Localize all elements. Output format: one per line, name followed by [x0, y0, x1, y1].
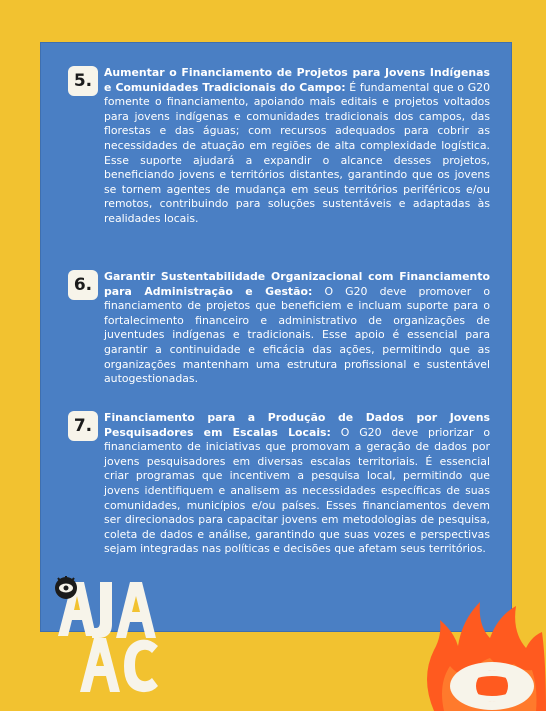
recommendation-title: Financiamento para a Produção de Dados por Jovens Pesquisadores em Escalas Locais: [104, 411, 490, 439]
recommendation-body: O G20 deve promover o financiamento de projetos que beneficiem e incluam suporte para o fortalecimento financeiro e administrativo de organizações de juventudes indígenas e tradicionais. Esse apoio é essencial para garantir a continuidade e eficácia das ações, permitindo que as organizações mantenham uma estrutura profissional e sustentável autogestionadas. [104, 284, 490, 386]
eye-icon [55, 576, 77, 599]
ajaac-logo [50, 576, 170, 696]
number-badge: 5. [68, 66, 98, 96]
recommendation-body: É fundamental que o G20 fomente o financiamento, apoiando mais editais e projetos voltados para jovens indígenas e comunidades tradicionais dos campos, das florestas e das águas; com recursos adequados para cobrir as necessidades de atuação em regiões de alta complexidade logística. Esse suporte ajudará a expandir o alcance desses projetos, beneficiando jovens e territórios distantes, garantindo que os jovens se tornem agentes de mudança em seus territórios periféricos e/ou remotos, contribuindo para soluções sustentáveis e adaptadas às realidades locais. [104, 80, 490, 225]
recommendation-title: Garantir Sustentabilidade Organizacional com Financiamento para Administração e Gestão: [104, 270, 490, 298]
recommendation-text [104, 270, 490, 387]
flame-eye-icon [420, 592, 546, 711]
recommendation-body: O G20 deve priorizar o financiamento de iniciativas que promovam a geração de dados por jovens pesquisadores em diversas escalas territoriais. É essencial criar programas que incentivem a pesquisa local, permitindo que jovens identifiquem e analisem as necessidades específicas de suas comunidades, municípios e/ou países. Esses financiamentos devem ser direcionados para capacitar jovens em metodologias de pesquisa, coleta de dados e análise, garantindo que suas vozes e perspectivas sejam integradas nas políticas e decisões que afetam seus territórios. [104, 425, 490, 556]
recommendation-7 [68, 411, 490, 557]
recommendation-title: Aumentar o Financiamento de Projetos para Jovens Indígenas e Comunidades Tradicionais do Campo: [104, 66, 490, 94]
recommendation-6 [68, 270, 490, 387]
recommendation-5 [68, 66, 490, 227]
number-badge: 7. [68, 411, 98, 441]
recommendation-text [104, 411, 490, 557]
number-badge: 6. [68, 270, 98, 300]
recommendation-text [104, 66, 490, 227]
content-panel [40, 42, 512, 632]
